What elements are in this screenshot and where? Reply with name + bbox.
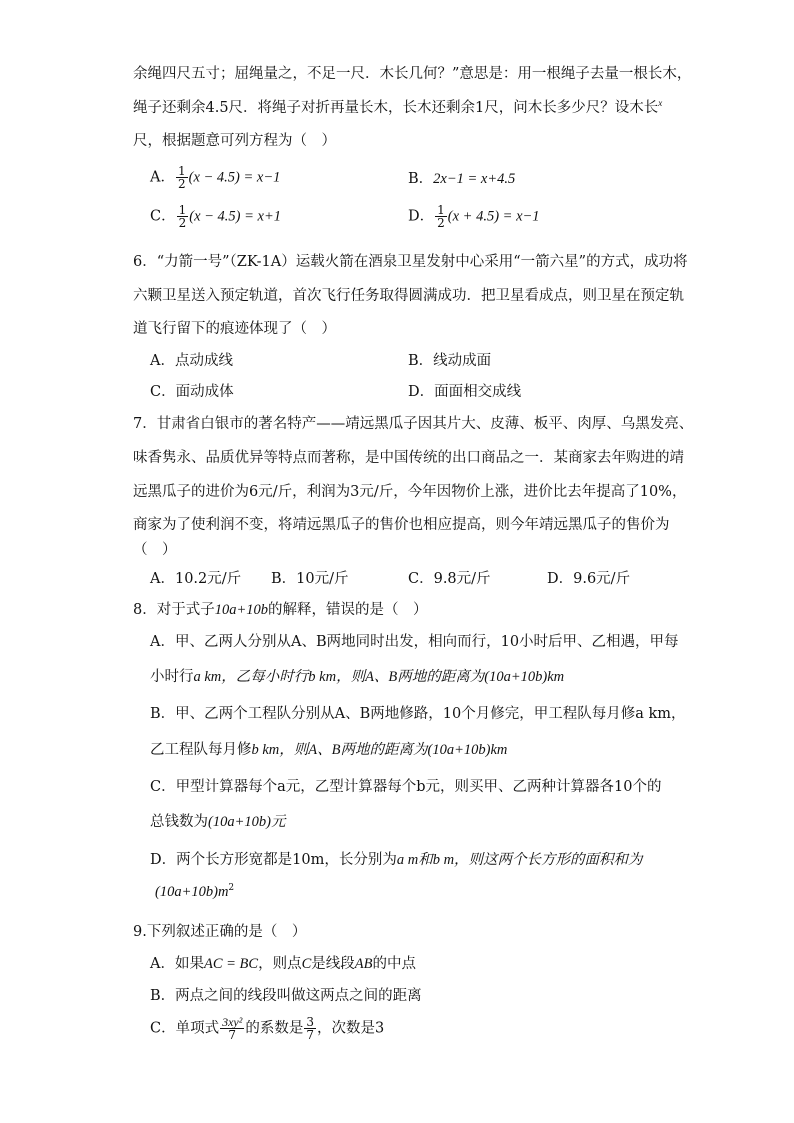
q5-line1: 余绳四尺五寸；屈绳量之，不足一尺．木长几何？”意思是：用一根绳子去量一根长木， xyxy=(133,66,692,82)
q8-option-c-line1[interactable]: C．甲型计算器每个a元，乙型计算器每个b元，则买甲、乙两种计算器各10个的 xyxy=(150,779,662,795)
q7-line2: 味香隽永、品质优异等特点而著称，是中国传统的出口商品之一．某商家去年购进的靖 xyxy=(133,450,684,466)
q7-option-d[interactable]: D．9.6元/斤 xyxy=(547,571,631,587)
q8-stem xyxy=(133,598,428,619)
q5-option-a[interactable] xyxy=(150,165,280,190)
fraction: $\frac{1}{2}$ xyxy=(178,203,187,230)
option-expression: (x − 4.5) = x−1 xyxy=(188,169,281,186)
q5-option-b[interactable] xyxy=(408,167,515,188)
q6-line2: 六颗卫星送入预定轨道，首次飞行任务取得圆满成功．把卫星看成点，则卫星在预定轨 xyxy=(133,288,684,304)
q7-line4: 商家为了使利润不变，将靖远黑瓜子的售价也相应提高，则今年靖远黑瓜子的售价为 xyxy=(133,517,670,533)
q6-line3: 道飞行留下的痕迹体现了（ ） xyxy=(133,321,336,337)
fraction: $\frac{1}{2}$ xyxy=(437,203,445,230)
q9-option-c[interactable]: C．单项式 $\frac{\text{3xy²}}{7}$ 的系数是 $\frac{3}{7}$ ，次数是3 xyxy=(150,1015,385,1042)
q8-option-b-line2[interactable]: 乙工程队每月修b km，则A、B两地的距离为(10a+10b)km xyxy=(150,742,508,758)
q5-option-d[interactable] xyxy=(408,204,540,229)
option-label: C． xyxy=(150,208,176,225)
option-expression: 2x−1 = x+4.5 xyxy=(433,171,516,187)
q6-option-c[interactable]: C．面动成体 xyxy=(150,384,234,400)
q5-line2 xyxy=(133,96,662,117)
option-label: B． xyxy=(408,171,434,187)
q8-option-c-line2[interactable]: 总钱数为(10a+10b)元 xyxy=(150,814,286,830)
q7-option-c[interactable]: C．9.8元/斤 xyxy=(408,571,491,587)
q8-option-a-line2[interactable]: 小时行a km，乙每小时行b km，则A、B两地的距离为(10a+10b)km xyxy=(150,669,565,685)
q5-var-x: x xyxy=(658,98,663,109)
q5-line3: 尺，根据题意可列方程为（ ） xyxy=(133,133,336,149)
q9-option-a[interactable]: A．如果AC = BC，则点C是线段AB的中点 xyxy=(150,956,416,972)
option-expression: (x + 4.5) = x−1 xyxy=(447,208,540,225)
option-label: A． xyxy=(150,169,175,186)
q8-option-d-line2[interactable]: $(10a+10b)m^2$ xyxy=(155,883,235,900)
q7-option-a[interactable]: A．10.2元/斤 xyxy=(150,571,242,587)
q9-stem: 9.下列叙述正确的是（ ） xyxy=(133,924,307,940)
option-label: D． xyxy=(408,208,435,225)
option-expression: (x − 4.5) = x+1 xyxy=(189,208,282,225)
q8-stem-suffix: 的解释，错误的是（ ） xyxy=(268,602,428,618)
q8-stem-expression: 10a+10b xyxy=(214,602,269,618)
q8-option-a-line1[interactable]: A．甲、乙两人分别从A、B两地同时出发，相向而行，10小时后甲、乙相遇，甲每 xyxy=(150,634,679,650)
q8-stem-prefix: 8．对于式子 xyxy=(133,602,215,618)
q7-line3: 远黑瓜子的进价为6元/斤，利润为3元/斤，今年因物价上涨，进价比去年提高了10%， xyxy=(133,484,687,500)
fraction: $\frac{1}{2}$ xyxy=(177,164,186,191)
q5-option-c[interactable] xyxy=(150,204,281,229)
q8-option-b-line1[interactable]: B．甲、乙两个工程队分别从A、B两地修路，10个月修完，甲工程队每月修a km， xyxy=(150,706,686,722)
q5-line2-text: 绳子还剩余4.5尺．将绳子对折再量长木，长木还剩余1尺，问木长多少尺？设木长 xyxy=(133,100,659,116)
q9-option-b[interactable]: B．两点之间的线段叫做这两点之间的距离 xyxy=(150,988,422,1004)
q6-option-b[interactable]: B．线动成面 xyxy=(408,353,492,369)
q6-option-a[interactable]: A．点动成线 xyxy=(150,353,233,369)
fraction: $\frac{3}{7}$ xyxy=(306,1015,314,1042)
q7-line5: （ ） xyxy=(133,542,177,558)
q6-line1: 6．“力箭一号”（ZK-1A）运载火箭在酒泉卫星发射中心采用“一箭六星”的方式，成功将 xyxy=(133,254,688,270)
q7-option-b[interactable]: B．10元/斤 xyxy=(271,571,349,587)
fraction: $\frac{\text{3xy²}}{7}$ xyxy=(222,1015,243,1042)
q8-option-d-line1[interactable]: D．两个长方形宽都是10m，长分别为a m和b m，则这两个长方形的面积和为 xyxy=(150,852,643,868)
q7-line1: 7．甘肃省白银市的著名特产——靖远黑瓜子因其片大、皮薄、板平、肉厚、乌黑发亮、 xyxy=(133,416,694,432)
q6-option-d[interactable]: D．面面相交成线 xyxy=(408,384,522,400)
